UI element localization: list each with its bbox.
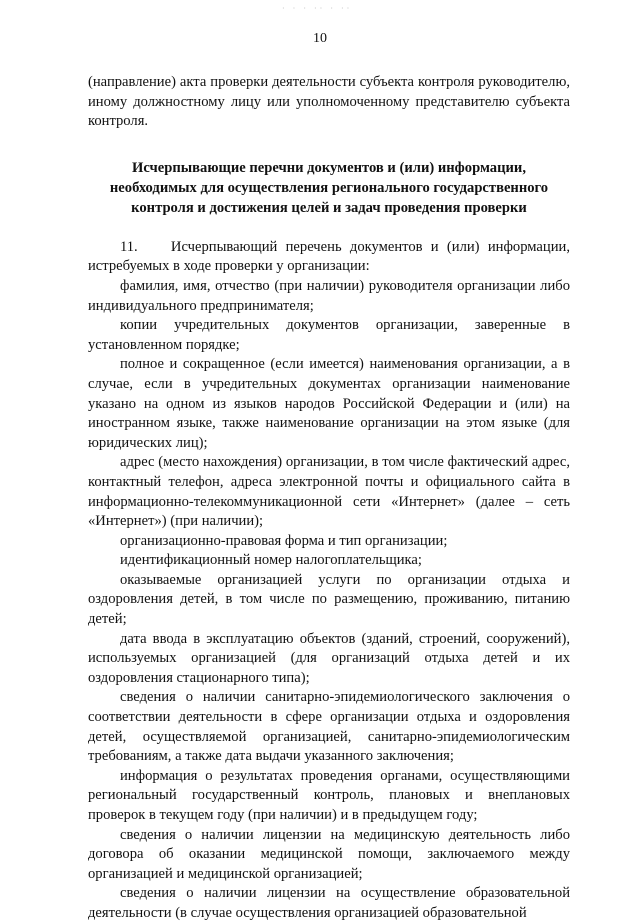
list-item: сведения о наличии лицензии на медицинскую деятельность либо договора об оказании медицинской помощи, заключаемого между организацией и медицинской организацией; <box>88 826 570 882</box>
list-item: организационно-правовая форма и тип организации; <box>120 532 448 549</box>
list-item: сведения о наличии санитарно-эпидемиологического заключения о соответствии деятельности в сфере организации отдыха и оздоровления детей, осуществляемой организацией, санитарно-эпидемиологическим требованиям, а также дата выдачи указанного заключения; <box>88 689 570 765</box>
heading-line-3: контроля и достижения целей и задач проведения проверки <box>131 199 527 216</box>
list-item: оказываемые организацией услуги по организации отдыха и оздоровления детей, в том числе по размещению, проживанию, питанию детей; <box>88 571 570 628</box>
list-item: сведения о наличии лицензии на осуществление образовательной деятельности (в случае осуществления организацией образовательной <box>88 885 570 921</box>
document-body <box>88 73 570 924</box>
list-item: копии учредительных документов организации, заверенные в установленном порядке; <box>88 317 570 353</box>
heading-line-2: необходимых для осуществления регионального государственного <box>109 179 549 196</box>
list-item: дата ввода в эксплуатацию объектов (зданий, строений, сооружений), используемых организацией (для организаций отдыха детей и их оздоровления стационарного типа); <box>88 630 570 686</box>
list-item: 11. Исчерпывающий перечень документов и (или) информации, истребуемых в ходе проверки у организации: <box>88 238 570 275</box>
heading-line-1: Исчерпывающие перечни документов и (или) информации, <box>132 159 526 176</box>
scan-artifact: · · · ·· · ·· <box>282 4 353 13</box>
list-item: информация о результатах проведения органами, осуществляющими региональный государственный контроль, плановых и внеплановых проверок в текущем году (при наличии) и в предыдущем году; <box>88 767 570 823</box>
list-item: адрес (место нахождения) организации, в том числе фактический адрес, контактный телефон, адреса электронной почты и официального сайта в информационно-телекоммуникационной сети «Интернет» (далее – сеть «Интернет») (при наличии); <box>88 454 570 530</box>
page-number: 10 <box>313 31 327 46</box>
list-item: идентификационный номер налогоплательщика; <box>120 552 422 569</box>
intro-paragraph: (направление) акта проверки деятельности субъекта контроля руководителю, иному должностному лицу или уполномоченному представителю субъекта контроля. <box>88 74 570 130</box>
section-heading <box>88 158 570 218</box>
list-item: полное и сокращенное (если имеется) наименования организации, а в случае, если в учредительных документах организации наименование указано на одном из языков народов Российской Федерации и (или) на иностранном языке, также наименование организации на этом языке (для юридических лиц); <box>88 356 570 451</box>
list-item: фамилия, имя, отчество (при наличии) руководителя организации либо индивидуального предпринимателя; <box>88 277 570 314</box>
